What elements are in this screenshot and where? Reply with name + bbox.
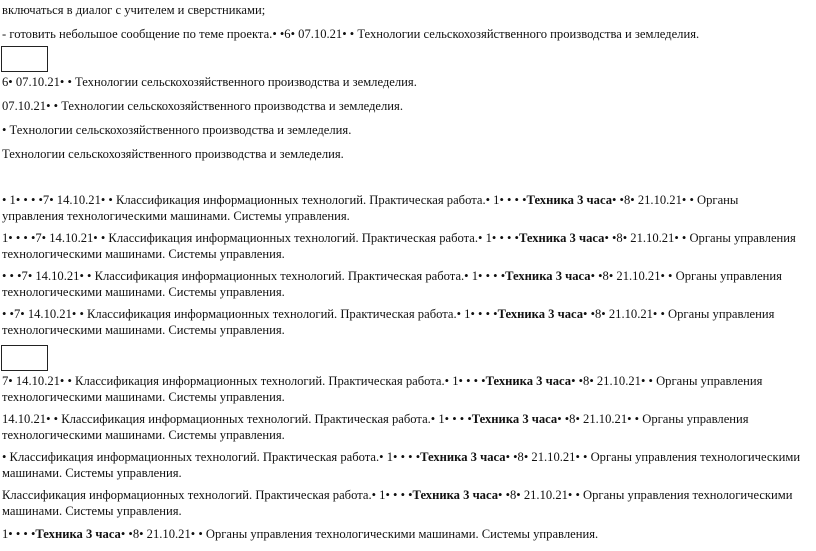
topic-line: Технологии сельскохозяйственного производства и земледелия. [2, 147, 344, 161]
lesson-paragraph: • •7• 14.10.21• • Классификация информационных технологий. Практическая работа.• 1• • • •Техника 3 часа• •8• 21.10.21• • Органы управления технологическими машинами. Системы управления. [2, 307, 775, 337]
lesson-paragraph: • Классификация информационных технологий. Практическая работа.• 1• • • •Техника 3 часа• •8• 21.10.21• • Органы управления технологическими машинами. Системы управления. [2, 450, 801, 480]
empty-frame [1, 345, 48, 371]
intro-line-2: - готовить небольшое сообщение по теме проекта.• •6• 07.10.21• • Технологии сельскохозяйственного производства и земледелия. [2, 27, 700, 41]
intro-line-1: включаться в диалог с учителем и сверстниками; [2, 3, 266, 17]
hours-label: Техника 3 часа [35, 527, 121, 541]
lesson-paragraph: • 1• • • •7• 14.10.21• • Классификация информационных технологий. Практическая работа.• 1• • • •Техника 3 часа• •8• 21.10.21• • Органы управления технологическими машинами. Системы управления. [2, 193, 739, 223]
lesson-paragraph: • • •7• 14.10.21• • Классификация информационных технологий. Практическая работа.• 1• • • •Техника 3 часа• •8• 21.10.21• • Органы управления технологическими машинами. Системы управления. [2, 269, 782, 299]
hours-label: Техника 3 часа [471, 412, 558, 426]
topic-line: 07.10.21• • Технологии сельскохозяйственного производства и земледелия. [2, 99, 403, 113]
lesson-paragraph: 14.10.21• • Классификация информационных технологий. Практическая работа.• 1• • • •Техника 3 часа• •8• 21.10.21• • Органы управления технологическими машинами. Системы управления. [2, 412, 749, 442]
hours-label: Техника 3 часа [518, 231, 605, 245]
hours-label: Техника 3 часа [497, 307, 584, 321]
lesson-paragraph: 1• • • •7• 14.10.21• • Классификация информационных технологий. Практическая работа.• 1• • • •Техника 3 часа• •8• 21.10.21• • Органы управления технологическими машинами. Системы управления. [2, 231, 796, 261]
hours-label: Техника 3 часа [412, 488, 499, 502]
topic-line: • Технологии сельскохозяйственного производства и земледелия. [2, 123, 352, 137]
hours-label: Техника 3 часа [505, 269, 591, 283]
hours-label: Техника 3 часа [526, 193, 612, 207]
hours-label: Техника 3 часа [420, 450, 506, 464]
lesson-paragraph: 7• 14.10.21• • Классификация информационных технологий. Практическая работа.• 1• • • •Техника 3 часа• •8• 21.10.21• • Органы управления технологическими машинами. Системы управления. [2, 374, 763, 404]
lesson-paragraph: 1• • • •Техника 3 часа• •8• 21.10.21• • Органы управления технологическими машинами. Системы управления. [2, 527, 599, 541]
lesson-paragraph: Классификация информационных технологий. Практическая работа.• 1• • • •Техника 3 часа• •8• 21.10.21• • Органы управления технологическими машинами. Системы управления. [2, 488, 793, 518]
empty-frame [1, 46, 48, 72]
topic-line: 6• 07.10.21• • Технологии сельскохозяйственного производства и земледелия. [2, 75, 417, 89]
hours-label: Техника 3 часа [485, 374, 572, 388]
